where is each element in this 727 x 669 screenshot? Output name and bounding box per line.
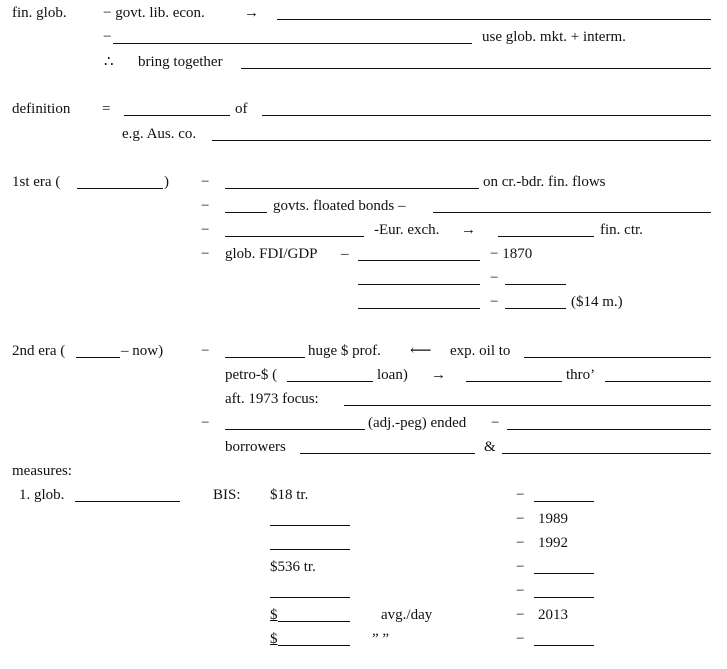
- blank-line-2[interactable]: [113, 43, 472, 44]
- dash-text: −: [491, 415, 500, 431]
- blank-fdi-5[interactable]: [505, 308, 566, 309]
- blank-year-1[interactable]: [534, 501, 594, 502]
- fourteen-million-text: ($14 m.): [571, 294, 623, 310]
- blank-definition-2[interactable]: [262, 115, 711, 116]
- thro-text: thro’: [566, 367, 596, 383]
- adj-peg-ended-text: (adj.-peg) ended: [368, 415, 467, 431]
- blank-line-3[interactable]: [241, 68, 711, 69]
- blank-era1-3[interactable]: [433, 212, 711, 213]
- bullet-dash: −: [201, 415, 210, 431]
- blank-era2-1[interactable]: [225, 357, 305, 358]
- blank-era1-5[interactable]: [498, 236, 594, 237]
- blank-era1-4[interactable]: [225, 236, 364, 237]
- dash-text: −: [516, 607, 525, 623]
- avg-per-day-text: avg./day: [381, 607, 433, 623]
- year-1989: 1989: [538, 511, 568, 527]
- blank-era2-7[interactable]: [225, 429, 365, 430]
- dash-text: −: [516, 511, 525, 527]
- heading-1st-era-close: ): [164, 174, 169, 190]
- year-1870-text: − 1870: [490, 246, 533, 262]
- blank-era1-1[interactable]: [225, 188, 479, 189]
- arrow-right-icon: →: [244, 5, 259, 21]
- arrow-right-icon: →: [461, 222, 476, 238]
- year-1992: 1992: [538, 535, 568, 551]
- bullet-dash: −: [201, 343, 210, 359]
- heading-2nd-era-open: 2nd era (: [12, 343, 66, 359]
- dash-text: −: [490, 294, 499, 310]
- blank-year-3[interactable]: [534, 597, 594, 598]
- govts-floated-bonds-text: govts. floated bonds –: [273, 198, 406, 214]
- blank-era2-2[interactable]: [524, 357, 711, 358]
- bullet-dash: −: [201, 246, 210, 262]
- blank-bis-4[interactable]: [278, 621, 350, 622]
- borrowers-text: borrowers: [225, 439, 286, 455]
- govt-lib-econ-text: − govt. lib. econ.: [103, 5, 205, 21]
- blank-fdi-1[interactable]: [358, 260, 480, 261]
- arrow-left-icon: ⟵: [410, 343, 432, 359]
- heading-fin-glob: fin. glob.: [12, 5, 67, 21]
- blank-fdi-3[interactable]: [505, 284, 566, 285]
- blank-era2-year[interactable]: [76, 357, 120, 358]
- bullet-dash: −: [201, 174, 210, 190]
- bullet-dash: −: [201, 222, 210, 238]
- bullet-dash: −: [201, 198, 210, 214]
- ditto-marks: ” ”: [372, 631, 390, 647]
- cross-border-text: on cr.-bdr. fin. flows: [483, 174, 606, 190]
- blank-measures-1[interactable]: [75, 501, 180, 502]
- blank-line-1[interactable]: [277, 19, 711, 20]
- blank-bis-1[interactable]: [270, 525, 350, 526]
- glob-fdi-gdp-text: glob. FDI/GDP: [225, 246, 318, 262]
- blank-year-2[interactable]: [534, 573, 594, 574]
- of-text: of: [235, 101, 248, 117]
- value-18-tr: $18 tr.: [270, 487, 309, 503]
- equals-sign: =: [102, 101, 111, 117]
- blank-bis-5[interactable]: [278, 645, 350, 646]
- dash-text: −: [516, 583, 525, 599]
- blank-bis-2[interactable]: [270, 549, 350, 550]
- dollar-sign: $: [270, 607, 278, 623]
- blank-era2-4[interactable]: [466, 381, 562, 382]
- dash-text: −: [516, 535, 525, 551]
- loan-text: loan): [377, 367, 408, 383]
- bis-label: BIS:: [213, 487, 241, 503]
- blank-era2-6[interactable]: [344, 405, 711, 406]
- heading-measures: measures:: [12, 463, 72, 479]
- arrow-right-icon: →: [431, 367, 446, 383]
- dash-text: −: [103, 29, 112, 45]
- dash-text: –: [341, 246, 349, 262]
- fin-ctr-text: fin. ctr.: [600, 222, 643, 238]
- dash-text: −: [516, 487, 525, 503]
- petro-dollar-text: petro-$ (: [225, 367, 278, 383]
- exp-oil-text: exp. oil to: [450, 343, 511, 359]
- glob-text: 1. glob.: [19, 487, 65, 503]
- glob-mkt-text: use glob. mkt. + interm.: [482, 29, 626, 45]
- heading-definition: definition: [12, 101, 71, 117]
- blank-definition-3[interactable]: [212, 140, 711, 141]
- example-text: e.g. Aus. co.: [122, 126, 197, 142]
- blank-era2-8[interactable]: [507, 429, 711, 430]
- dash-text: −: [490, 270, 499, 286]
- blank-year-4[interactable]: [534, 645, 594, 646]
- blank-definition-1[interactable]: [124, 115, 230, 116]
- dollar-sign: $: [270, 631, 278, 647]
- blank-bis-3[interactable]: [270, 597, 350, 598]
- year-2013: 2013: [538, 607, 568, 623]
- huge-profit-text: huge $ prof.: [308, 343, 381, 359]
- dash-text: −: [516, 631, 525, 647]
- aft-1973-focus-text: aft. 1973 focus:: [225, 391, 319, 407]
- blank-era2-9[interactable]: [300, 453, 475, 454]
- blank-fdi-4[interactable]: [358, 308, 480, 309]
- heading-1st-era-open: 1st era (: [12, 174, 61, 190]
- blank-fdi-2[interactable]: [358, 284, 480, 285]
- heading-2nd-era-close: – now): [121, 343, 164, 359]
- value-536-tr: $536 tr.: [270, 559, 316, 575]
- blank-era2-5[interactable]: [605, 381, 711, 382]
- eur-exch-text: -Eur. exch.: [374, 222, 440, 238]
- bring-together-text: bring together: [138, 54, 223, 70]
- therefore-icon: ∴: [104, 54, 114, 70]
- dash-text: −: [516, 559, 525, 575]
- blank-era2-3[interactable]: [287, 381, 373, 382]
- blank-era1-2[interactable]: [225, 212, 267, 213]
- ampersand-text: &: [484, 439, 496, 455]
- blank-era2-10[interactable]: [502, 453, 711, 454]
- blank-era-years[interactable]: [77, 188, 163, 189]
